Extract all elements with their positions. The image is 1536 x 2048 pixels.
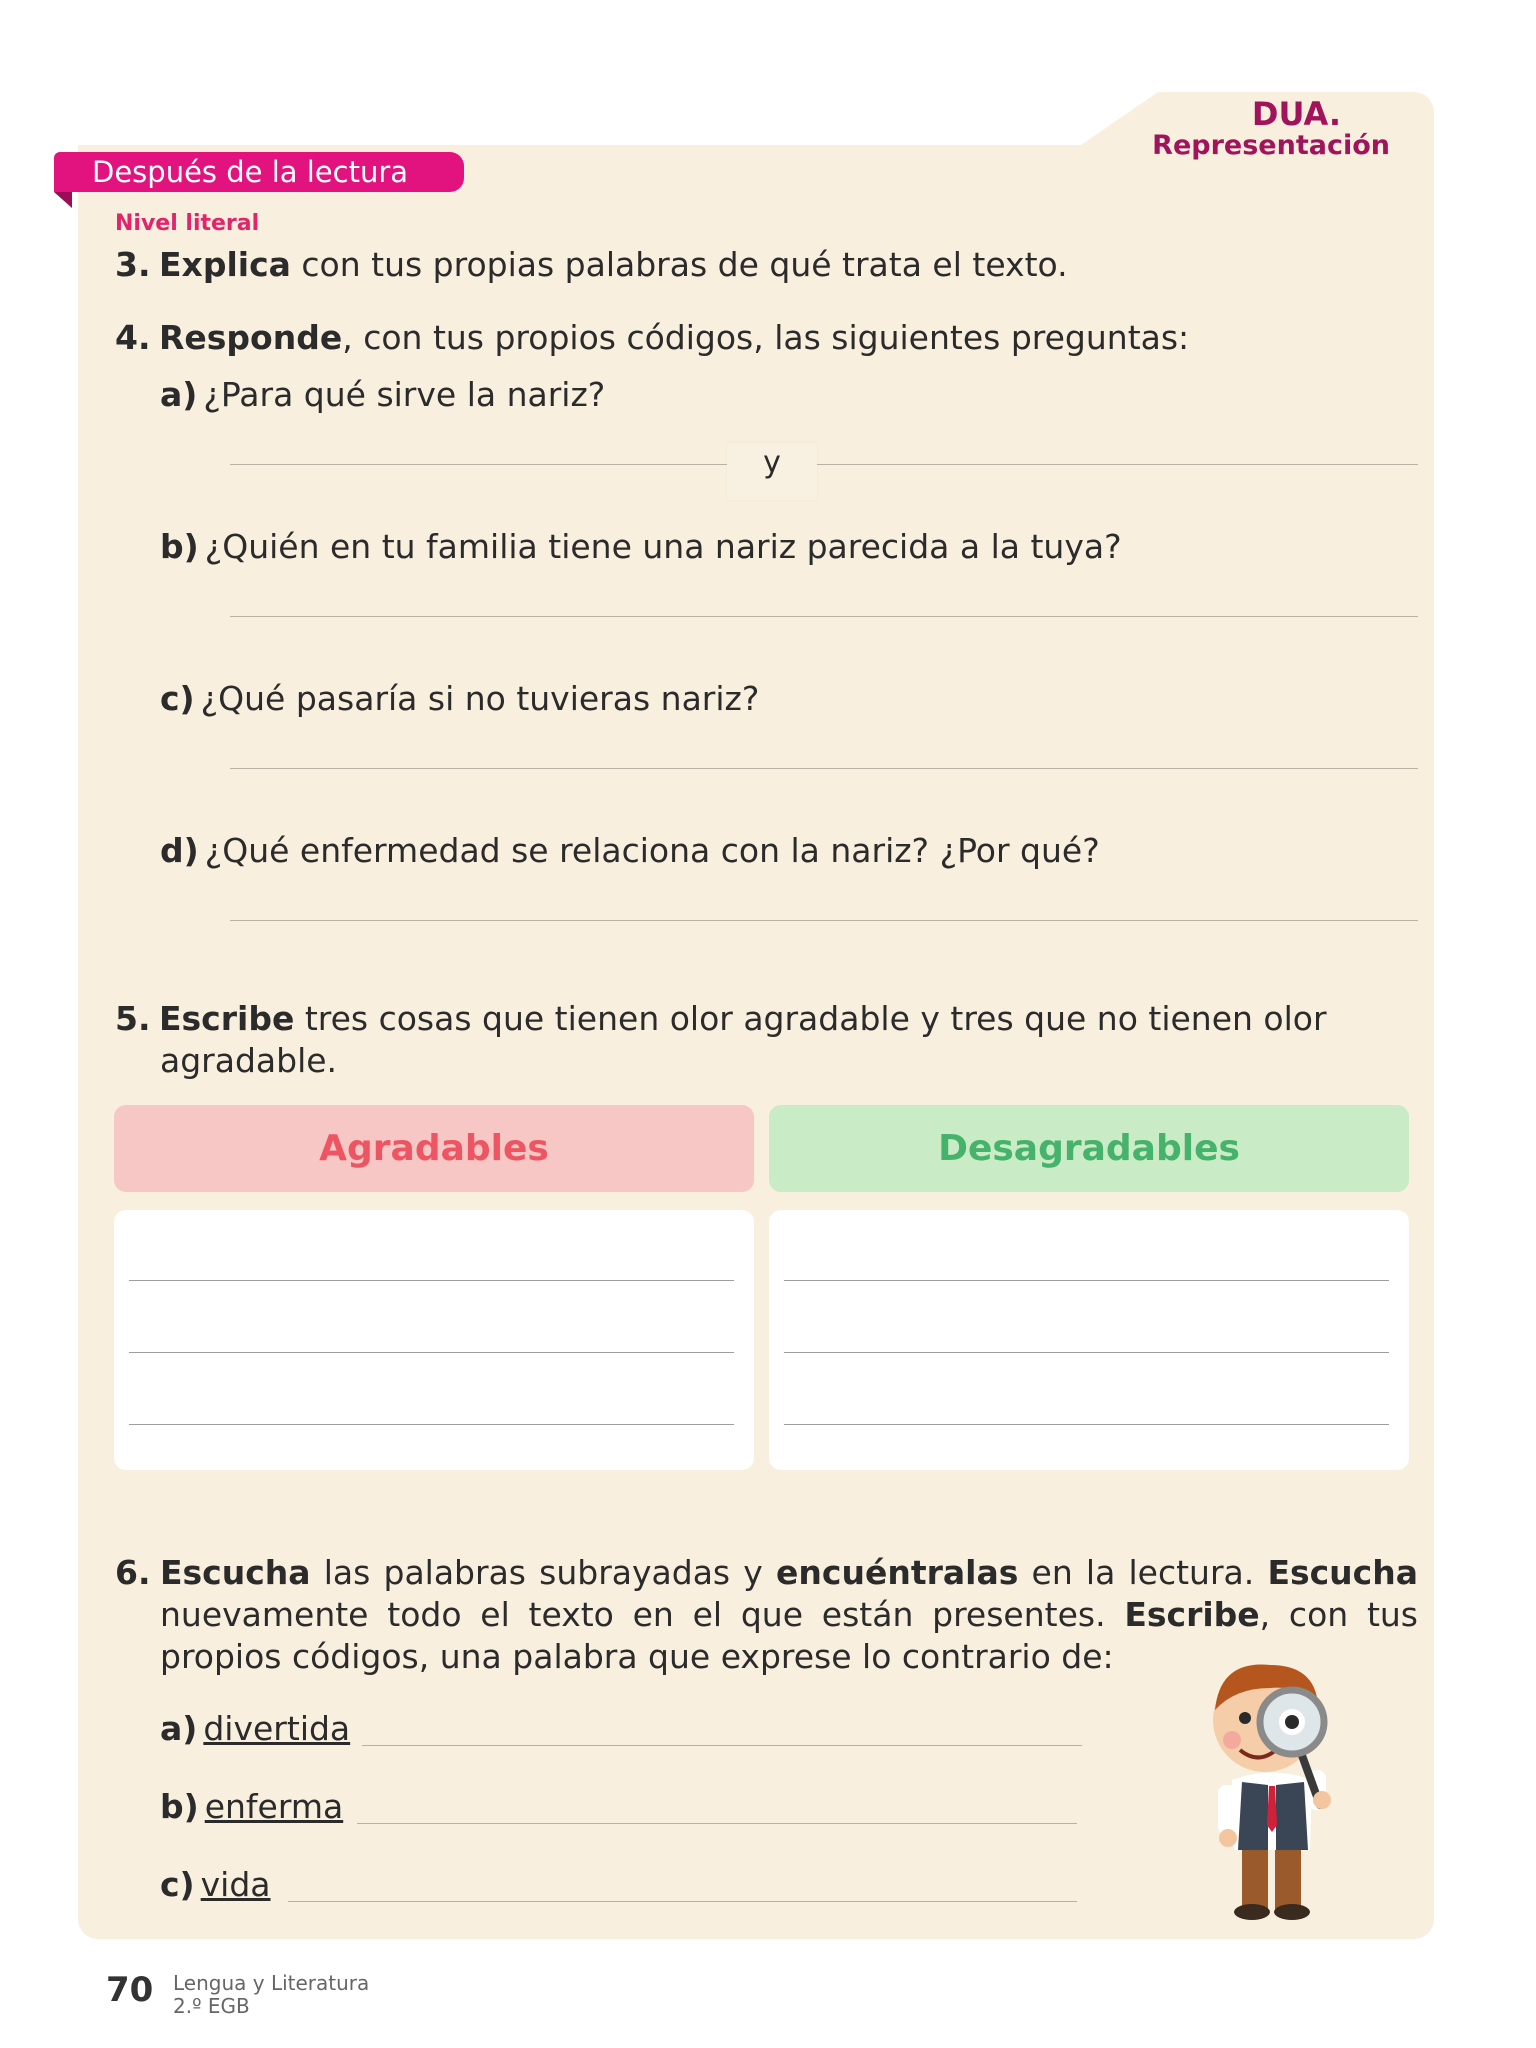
question-4 xyxy=(115,317,1189,359)
underlined-word: enferma xyxy=(204,1787,344,1826)
vest-right xyxy=(1276,1782,1308,1850)
answer-line-c[interactable] xyxy=(230,768,1418,769)
question-text: en la lectura. xyxy=(1018,1553,1268,1592)
sub-question-label: c) xyxy=(160,679,195,718)
level-label: Nivel literal xyxy=(115,211,260,236)
instruction-verb: encuéntralas xyxy=(776,1553,1019,1592)
antonym-line-b[interactable] xyxy=(357,1823,1077,1824)
answer-line-b[interactable] xyxy=(230,616,1418,617)
antonym-line-c[interactable] xyxy=(288,1901,1077,1902)
eye xyxy=(1239,1712,1251,1724)
question-number: 4. xyxy=(115,318,151,357)
instruction-verb: Responde xyxy=(159,318,343,357)
answer-line[interactable] xyxy=(784,1280,1389,1281)
instruction-verb: Escribe xyxy=(1124,1595,1260,1634)
cheek xyxy=(1223,1731,1241,1749)
hand-right xyxy=(1313,1791,1331,1809)
sub-question-c xyxy=(160,678,759,720)
sub-question-text: ¿Para qué sirve la nariz? xyxy=(203,375,606,414)
sub-question-text: ¿Qué pasaría si no tuvieras nariz? xyxy=(200,679,760,718)
answer-line[interactable] xyxy=(784,1424,1389,1425)
vest-left xyxy=(1238,1782,1268,1850)
sub-question-a xyxy=(160,374,605,416)
sub-question-b xyxy=(160,526,1122,568)
sub-question-label: d) xyxy=(160,831,199,870)
sub-question-d xyxy=(160,830,1100,872)
instruction-verb: Explica xyxy=(159,245,291,284)
answer-line[interactable] xyxy=(129,1352,734,1353)
question-text: , con tus propios códigos, una palabra que exprese lo contrario de: xyxy=(160,1595,1418,1676)
footer-subject: Lengua y Literatura xyxy=(173,1971,370,1995)
antonym-line-a[interactable] xyxy=(362,1745,1082,1746)
header-agradables: Agradables xyxy=(114,1105,754,1192)
leg-right xyxy=(1275,1840,1301,1910)
question-text: tres cosas que tienen olor agradable y tres que no tienen olor xyxy=(294,999,1327,1038)
sub-question-text: ¿Qué enfermedad se relaciona con la nariz? ¿Por qué? xyxy=(204,831,1100,870)
shoe-left xyxy=(1234,1904,1270,1920)
underlined-word: vida xyxy=(200,1865,271,1904)
instruction-verb: Escribe xyxy=(159,999,295,1038)
instruction-verb: Escucha xyxy=(1267,1553,1418,1592)
question-text: , con tus propios códigos, las siguientes preguntas: xyxy=(342,318,1190,357)
header-desagradables: Desagradables xyxy=(769,1105,1409,1192)
boy-with-magnifying-glass-icon xyxy=(1180,1650,1370,1925)
instruction-verb: Escucha xyxy=(160,1553,311,1592)
sub-question-label: a) xyxy=(160,375,198,414)
sub-question-label: b) xyxy=(160,527,199,566)
answer-line[interactable] xyxy=(129,1424,734,1425)
question-text: las palabras subrayadas y xyxy=(310,1553,777,1592)
magnified-pupil xyxy=(1285,1715,1299,1729)
question-text: con tus propias palabras de qué trata el texto. xyxy=(290,245,1068,284)
dua-badge-title: DUA. xyxy=(1251,95,1341,133)
answer-box-agradables xyxy=(114,1210,754,1470)
item-label: b) xyxy=(160,1787,199,1826)
question-text-cont: agradable. xyxy=(160,1041,338,1080)
footer-grade: 2.º EGB xyxy=(173,1994,250,2018)
section-tab: Después de la lectura xyxy=(54,152,464,192)
page-number: 70 xyxy=(106,1970,154,2010)
antonym-item-b xyxy=(160,1786,343,1828)
question-3 xyxy=(115,244,1068,286)
arm-left xyxy=(1218,1785,1238,1835)
answer-line[interactable] xyxy=(129,1280,734,1281)
stray-mark: y xyxy=(727,443,817,500)
question-5 xyxy=(115,998,1327,1082)
question-number: 5. xyxy=(115,999,151,1038)
question-text: nuevamente todo el texto en el que están presentes. xyxy=(160,1595,1125,1634)
item-label: a) xyxy=(160,1709,198,1748)
shoe-right xyxy=(1274,1904,1310,1920)
answer-line-d[interactable] xyxy=(230,920,1418,921)
leg-left xyxy=(1242,1840,1268,1910)
answer-line[interactable] xyxy=(784,1352,1389,1353)
sub-question-text: ¿Quién en tu familia tiene una nariz parecida a la tuya? xyxy=(204,527,1122,566)
section-tab-fold xyxy=(54,192,72,208)
dua-badge-subtitle: Representación xyxy=(1152,130,1390,161)
question-number: 3. xyxy=(115,245,151,284)
item-label: c) xyxy=(160,1865,195,1904)
answer-line-a[interactable] xyxy=(230,464,1418,465)
question-number: 6. xyxy=(115,1553,151,1592)
underlined-word: divertida xyxy=(203,1709,351,1748)
antonym-item-a xyxy=(160,1708,350,1750)
antonym-item-c xyxy=(160,1864,271,1906)
answer-box-desagradables xyxy=(769,1210,1409,1470)
hand-left xyxy=(1219,1829,1237,1847)
